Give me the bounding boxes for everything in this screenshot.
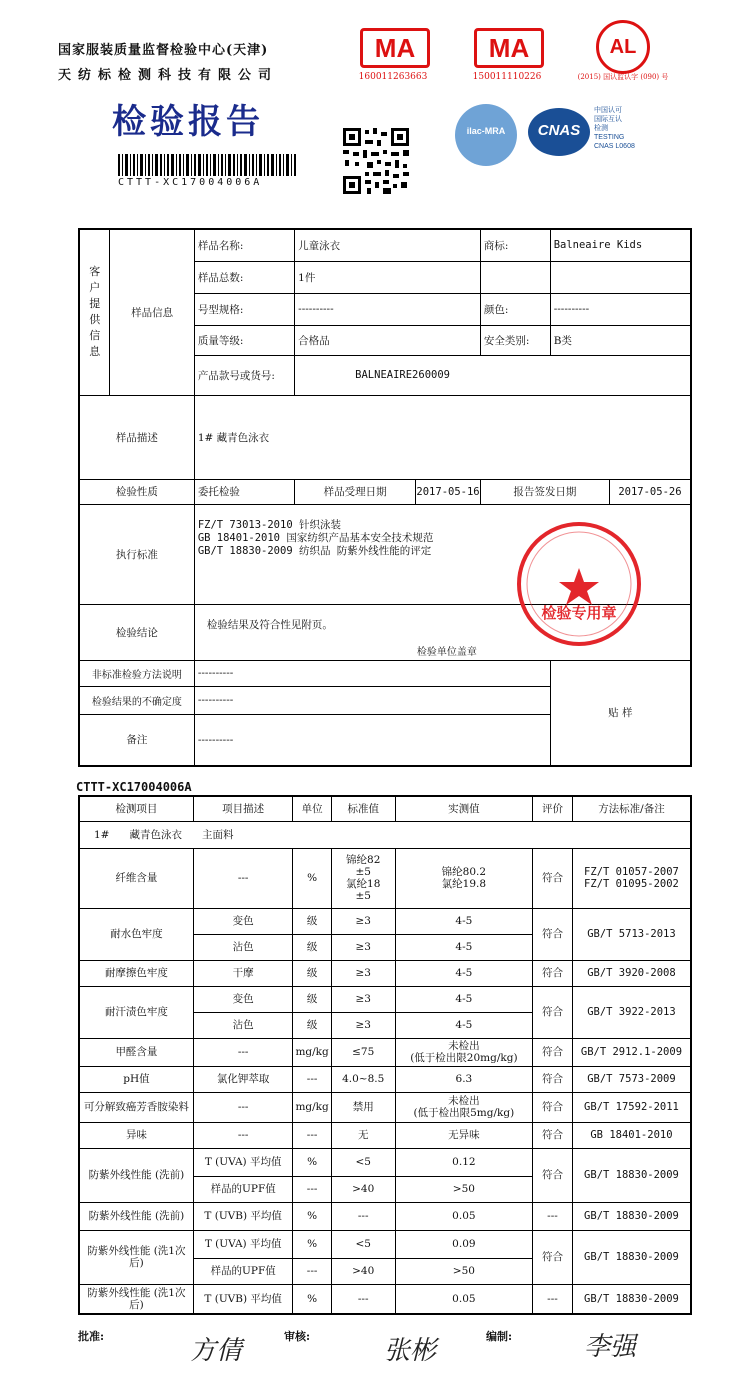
std-cell: 锦纶82 ±5 氯纶18 ±5 [331, 848, 395, 908]
item-cell: 防紫外线性能 (洗前) [79, 1148, 193, 1202]
barcode-text: CTTT-XC17004006A [118, 177, 263, 188]
model: ---------- [295, 293, 481, 325]
val-cell: 无异味 [395, 1122, 532, 1148]
ilac-logo [455, 104, 517, 166]
desc-cell: 沾色 [193, 1012, 293, 1038]
cnas-text: CNAS [537, 122, 581, 139]
table-row [79, 1066, 691, 1092]
item-cell: pH值 [79, 1066, 193, 1092]
desc-cell: T (UVA) 平均值 [193, 1230, 293, 1258]
method-cell: GB/T 5713-2013 [572, 908, 691, 960]
col-desc: 项目描述 [193, 796, 293, 821]
remark: ---------- [194, 714, 550, 766]
col-method: 方法标准/备注 [572, 796, 691, 821]
cnas-caption [594, 106, 635, 151]
cnas-line: 中国认可 [594, 107, 622, 114]
method-cell: GB/T 18830-2009 [572, 1202, 691, 1230]
grade: 合格品 [295, 325, 481, 355]
table-row [79, 1230, 691, 1258]
val-cell: 4-5 [395, 908, 532, 934]
paste-sample: 贴 样 [550, 660, 691, 766]
sample-info-label: 样品信息 [110, 229, 194, 395]
val-cell: >50 [395, 1176, 532, 1202]
stamp-text: 检验专用章 [541, 604, 617, 622]
desc-cell: T (UVB) 平均值 [193, 1284, 293, 1314]
remark-label: 备注 [79, 714, 194, 766]
item-cell: 耐摩擦色牢度 [79, 960, 193, 986]
eval-cell: 符合 [533, 848, 573, 908]
table-row [79, 1202, 691, 1230]
barcode [118, 154, 296, 176]
cma-logo-2: MA [474, 28, 544, 68]
brand-label: 商标: [480, 229, 550, 261]
cnas-line: 检测 [594, 125, 608, 132]
unit-cell: mg/kg [293, 1038, 331, 1066]
desc-cell: 沾色 [193, 934, 293, 960]
method-cell: GB/T 18830-2009 [572, 1148, 691, 1202]
unit-cell: 级 [293, 960, 331, 986]
col-unit: 单位 [293, 796, 331, 821]
std-cell: ≥3 [331, 1012, 395, 1038]
sample-name-label: 样品名称: [194, 229, 294, 261]
uncert: ---------- [194, 686, 550, 714]
eval-cell: 符合 [533, 960, 573, 986]
std-cell: 无 [331, 1122, 395, 1148]
val-cell: 0.05 [395, 1284, 532, 1314]
nonstd: ---------- [194, 660, 550, 686]
desc-cell: T (UVB) 平均值 [193, 1202, 293, 1230]
cal-number: (2015) 国认监认字 (090) 号 [577, 73, 669, 81]
item-cell: 纤维含量 [79, 848, 193, 908]
dates-cell [295, 479, 481, 504]
std-cell: >40 [331, 1258, 395, 1284]
qr-code-graphic [343, 128, 409, 194]
item-cell: 可分解致癌芳香胺染料 [79, 1092, 193, 1122]
cal-logo: AL [596, 20, 650, 74]
desc: 1# 藏青色泳衣 [194, 395, 691, 479]
table-row [79, 848, 691, 908]
method-cell: GB/T 7573-2009 [572, 1066, 691, 1092]
unit-cell: mg/kg [293, 1092, 331, 1122]
sample-name: 儿童泳衣 [295, 229, 481, 261]
std-cell: ≥3 [331, 986, 395, 1012]
method-cell: GB/T 3922-2013 [572, 986, 691, 1038]
desc-cell: 变色 [193, 986, 293, 1012]
val-cell: 0.12 [395, 1148, 532, 1176]
cma-number-2: 150011110226 [472, 72, 542, 82]
std-cell: ≥3 [331, 908, 395, 934]
company-name: 天纺标检测科技有限公司 [58, 68, 279, 83]
nature-label: 检验性质 [79, 479, 194, 504]
val-cell: 4-5 [395, 960, 532, 986]
client-label [79, 229, 110, 395]
barcode-bars [118, 154, 296, 176]
val-cell: 0.05 [395, 1202, 532, 1230]
col-item: 检测项目 [79, 796, 193, 821]
review-signature: 张彬 [384, 1336, 437, 1366]
std-cell: ≤75 [331, 1038, 395, 1066]
eval-cell: --- [533, 1202, 573, 1230]
cnas-line: TESTING [594, 134, 625, 141]
report-info-table [78, 228, 692, 767]
eval-cell: --- [533, 1284, 573, 1314]
std-cell: 禁用 [331, 1092, 395, 1122]
table-row [79, 1284, 691, 1314]
col-val: 实测值 [395, 796, 532, 821]
table-row [79, 986, 691, 1012]
quantity-label: 样品总数: [194, 261, 294, 293]
cma-number-1: 160011263663 [358, 72, 428, 82]
unit-cell: --- [293, 1122, 331, 1148]
results-header-row [79, 796, 691, 821]
table-row [79, 1122, 691, 1148]
report-number: CTTT-XC17004006A [76, 780, 192, 794]
desc-cell: T (UVA) 平均值 [193, 1148, 293, 1176]
col-std: 标准值 [331, 796, 395, 821]
method-cell: GB/T 2912.1-2009 [572, 1038, 691, 1066]
unit-cell: % [293, 848, 331, 908]
desc-cell: --- [193, 848, 293, 908]
unit-cell: % [293, 1148, 331, 1176]
issue-label: 报告签发日期 [481, 480, 610, 504]
cnas-line: 国际互认 [594, 116, 622, 123]
safety: B类 [550, 325, 691, 355]
nonstd-label: 非标准检验方法说明 [79, 660, 194, 686]
eval-cell: 符合 [533, 986, 573, 1038]
desc-cell: --- [193, 1038, 293, 1066]
desc-cell: 样品的UPF值 [193, 1258, 293, 1284]
eval-cell: 符合 [533, 1122, 573, 1148]
issue-cell [480, 479, 691, 504]
color: ---------- [550, 293, 691, 325]
eval-cell: 符合 [533, 908, 573, 960]
cnas-line: CNAS L0608 [594, 143, 635, 150]
standard-item: FZ/T 73013-2010 针织泳装 [197, 518, 341, 531]
nature: 委托检验 [194, 479, 294, 504]
unit-cell: --- [293, 1258, 331, 1284]
product-no: BALNEAIRE260009 [295, 355, 691, 395]
val-cell: 未检出 (低于检出限5mg/kg) [395, 1092, 532, 1122]
model-label: 号型规格: [194, 293, 294, 325]
page-title: 检验报告 [112, 102, 264, 142]
item-cell: 防紫外线性能 (洗1次后) [79, 1284, 193, 1314]
edit-signature: 李强 [584, 1332, 637, 1362]
standard-label: 执行标准 [79, 504, 194, 604]
edit-label: 编制: [486, 1330, 513, 1343]
method-cell: GB/T 17592-2011 [572, 1092, 691, 1122]
val-cell: 0.09 [395, 1230, 532, 1258]
val-cell: 未检出 (低于检出限20mg/kg) [395, 1038, 532, 1066]
color-label: 颜色: [480, 293, 550, 325]
method-cell: GB 18401-2010 [572, 1122, 691, 1148]
unit-cell: 级 [293, 934, 331, 960]
std-cell: ≥3 [331, 934, 395, 960]
quantity: 1件 [295, 261, 481, 293]
unit-cell: % [293, 1202, 331, 1230]
unit-cell: 级 [293, 1012, 331, 1038]
table-row [79, 908, 691, 934]
item-cell: 防紫外线性能 (洗前) [79, 1202, 193, 1230]
client-label-text: 客户提供信息 [89, 265, 101, 359]
desc-cell: --- [193, 1122, 293, 1148]
item-cell: 耐汗渍色牢度 [79, 986, 193, 1038]
std-cell: ≥3 [331, 960, 395, 986]
sample-line: 1# 藏青色泳衣 主面料 [79, 821, 691, 848]
val-cell: 4-5 [395, 934, 532, 960]
standard-item: GB/T 18830-2009 纺织品 防紫外线性能的评定 [197, 544, 432, 557]
desc-label: 样品描述 [79, 395, 194, 479]
table-row [79, 1092, 691, 1122]
method-cell: GB/T 18830-2009 [572, 1230, 691, 1284]
desc-cell: --- [193, 1092, 293, 1122]
grade-label: 质量等级: [194, 325, 294, 355]
stamp-label: 检验单位盖章 [416, 646, 477, 658]
method-cell: GB/T 18830-2009 [572, 1284, 691, 1314]
val-cell: 6.3 [395, 1066, 532, 1092]
unit-cell: % [293, 1230, 331, 1258]
receive-date: 2017-05-16 [416, 485, 480, 498]
unit-cell: % [293, 1284, 331, 1314]
std-cell: <5 [331, 1230, 395, 1258]
cma-logo-1: MA [360, 28, 430, 68]
item-cell: 异味 [79, 1122, 193, 1148]
product-no-label: 产品款号或货号: [194, 355, 294, 395]
unit-cell: 级 [293, 986, 331, 1012]
table-row [79, 1148, 691, 1176]
table-row [79, 1038, 691, 1066]
qr-code [343, 128, 409, 198]
std-cell: >40 [331, 1176, 395, 1202]
eval-cell: 符合 [533, 1230, 573, 1284]
desc-cell: 变色 [193, 908, 293, 934]
results-table [78, 795, 692, 1315]
item-cell: 防紫外线性能 (洗1次后) [79, 1230, 193, 1284]
org-name: 国家服装质量监督检验中心(天津) [58, 43, 269, 58]
std-cell: 4.0~8.5 [331, 1066, 395, 1092]
conclusion-label: 检验结论 [79, 604, 194, 660]
val-cell: 4-5 [395, 1012, 532, 1038]
cnas-logo [528, 108, 590, 156]
receive-label: 样品受理日期 [295, 480, 416, 504]
val-cell: >50 [395, 1258, 532, 1284]
val-cell: 4-5 [395, 986, 532, 1012]
official-stamp [515, 520, 643, 648]
std-cell: <5 [331, 1148, 395, 1176]
std-cell: --- [331, 1202, 395, 1230]
stamp-graphic [515, 520, 643, 648]
eval-cell: 符合 [533, 1066, 573, 1092]
unit-cell: 级 [293, 908, 331, 934]
desc-cell: 干摩 [193, 960, 293, 986]
review-label: 审核: [284, 1330, 311, 1343]
eval-cell: 符合 [533, 1148, 573, 1202]
item-cell: 甲醛含量 [79, 1038, 193, 1066]
unit-cell: --- [293, 1066, 331, 1092]
std-cell: --- [331, 1284, 395, 1314]
unit-cell: --- [293, 1176, 331, 1202]
eval-cell: 符合 [533, 1038, 573, 1066]
conclusion: 检验结果及符合性见附页。 [206, 618, 333, 631]
approve-label: 批准: [78, 1330, 105, 1343]
table-row [79, 960, 691, 986]
col-eval: 评价 [533, 796, 573, 821]
method-cell: GB/T 3920-2008 [572, 960, 691, 986]
item-cell: 耐水色牢度 [79, 908, 193, 960]
desc-cell: 氯化钾萃取 [193, 1066, 293, 1092]
eval-cell: 符合 [533, 1092, 573, 1122]
val-cell: 锦纶80.2 氯纶19.8 [395, 848, 532, 908]
issue-date: 2017-05-26 [618, 485, 682, 498]
uncert-label: 检验结果的不确定度 [79, 686, 194, 714]
brand: Balneaire Kids [550, 229, 691, 261]
safety-label: 安全类别: [480, 325, 550, 355]
method-cell: FZ/T 01057-2007 FZ/T 01095-2002 [572, 848, 691, 908]
ilac-text: ilac-MRA [466, 126, 506, 136]
desc-cell: 样品的UPF值 [193, 1176, 293, 1202]
standard-item: GB 18401-2010 国家纺织产品基本安全技术规范 [197, 531, 434, 544]
approve-signature: 方倩 [190, 1336, 243, 1366]
